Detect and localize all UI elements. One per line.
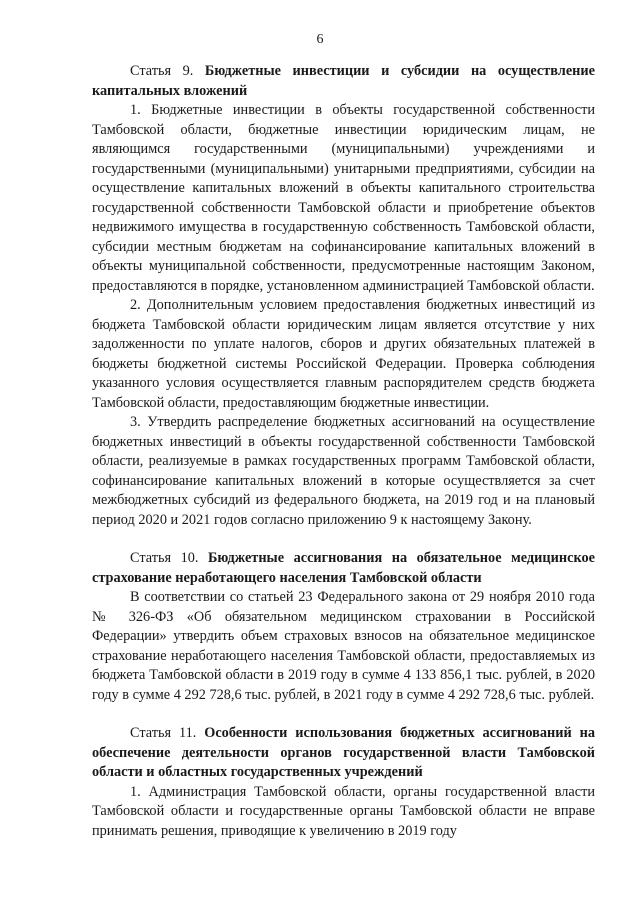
article-10-prefix: Статья 10. xyxy=(130,550,208,566)
section-gap xyxy=(92,530,595,549)
article-11-title: Особенности использования бюджетных ассигнований на обеспечение деятельности органов государственной власти Тамбовской области и областных государственных учреждений xyxy=(92,725,595,780)
page-number: 6 xyxy=(316,32,324,47)
article-11-paragraph-1: 1. Администрация Тамбовской области, органы государственной власти Тамбовской области и государственные органы Тамбовской области не вправе принимать решения, приводящие к увеличению в 2019 году xyxy=(92,783,595,839)
article-9-paragraph-3: 3. Утвердить распределение бюджетных ассигнований на осуществление бюджетных инвестиций в объекты государственной собственности Тамбовской области, реализуемые в рамках государственных программ Тамбовской области, софинансирование капитальных вложений в которые осуществляется за счет межбюджетных субсидий из федерального бюджета, на 2019 год и на плановый период 2020 и 2021 годов согласно приложению 9 к настоящему Закону. xyxy=(92,414,595,528)
article-10-paragraph-1: В соответствии со статьей 23 Федерального закона от 29 ноября 2010 года № 326-ФЗ «Об обязательном медицинском страховании в Российской Федерации» утвердить объем страховых взносов на обязательное медицинское страхование неработающего населения Тамбовской области, предоставляемых из бюджета Тамбовской области в 2019 году в сумме 4 133 856,1 тыс. рублей, в 2020 году в сумме 4 292 728,6 тыс. рублей, в 2021 году в сумме 4 292 728,6 тыс. рублей. xyxy=(92,589,595,703)
article-11-prefix: Статья 11. xyxy=(130,725,205,741)
article-11-heading xyxy=(92,724,595,783)
article-10-heading xyxy=(92,549,595,588)
article-9-title: Бюджетные инвестиции и субсидии на осуществление капитальных вложений xyxy=(92,63,595,99)
section-gap xyxy=(92,705,595,724)
article-9-prefix: Статья 9. xyxy=(130,63,205,79)
article-9-paragraph-2: 2. Дополнительным условием предоставления бюджетных инвестиций из бюджета Тамбовской области юридическим лицам является отсутствие у них задолженности по уплате налогов, сборов и других обязательных платежей в бюджеты бюджетной системы Российской Федерации. Проверка соблюдения указанного условия осуществляется главным распорядителем средств бюджета Тамбовской области, предоставляющим бюджетные инвестиции. xyxy=(92,297,595,411)
article-9-heading xyxy=(92,62,595,101)
article-9-paragraph-1: 1. Бюджетные инвестиции в объекты государственной собственности Тамбовской области, бюджетные инвестиции юридическим лицам, не являющимся государственными (муниципальными) учреждениями и государственными (муниципальными) унитарными предприятиями, субсидии на осуществление капитальных вложений в объекты капитального строительства государственной собственности Тамбовской области и приобретение объектов недвижимого имущества в государственную собственность Тамбовской области, субсидии местным бюджетам на софинансирование капитальных вложений в объекты муниципальной собственности, предусмотренные настоящим Законом, предоставляются в порядке, установленном администрацией Тамбовской области. xyxy=(92,102,595,294)
document-body xyxy=(92,62,595,841)
article-10-title: Бюджетные ассигнования на обязательное медицинское страхование неработающего населения Тамбовской области xyxy=(92,550,596,586)
